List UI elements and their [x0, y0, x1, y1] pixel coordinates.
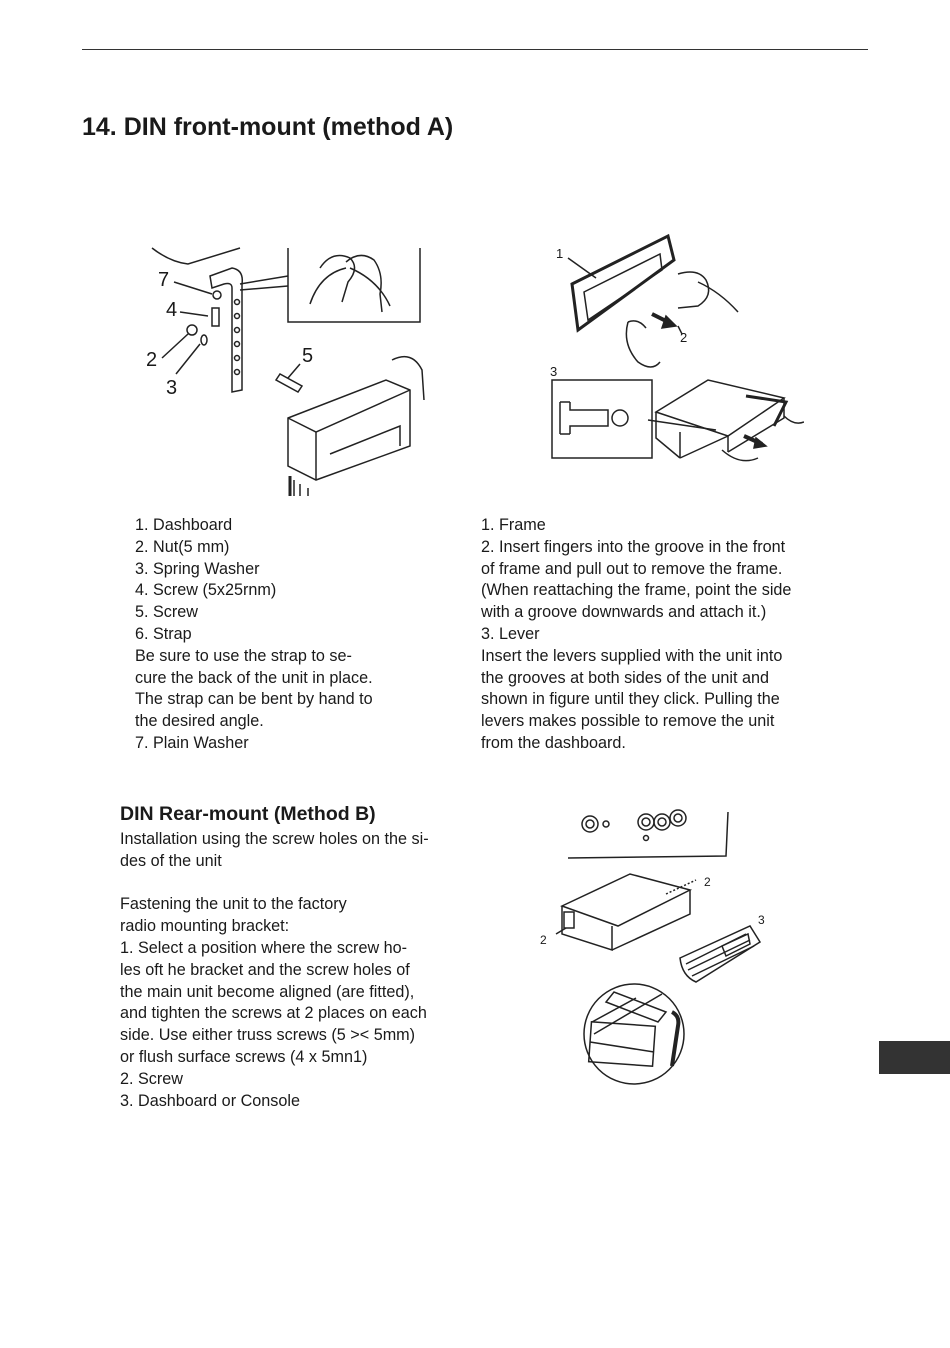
- list-item: Installation using the screw holes on the si-: [120, 830, 429, 848]
- list-item: les oft he bracket and the screw holes of: [120, 960, 410, 979]
- figure-front-mount-strap: [140, 240, 430, 498]
- list-item: 1. Frame: [481, 516, 546, 534]
- page-title: 14. DIN front-mount (method A): [82, 113, 454, 141]
- callout-1: 1: [556, 246, 564, 261]
- list-item: des of the unit: [120, 851, 222, 870]
- list-item: Insert the levers supplied with the unit into: [481, 646, 783, 665]
- callout-2-left: 2: [540, 933, 547, 947]
- list-item: shown in figure until they click. Pulling the: [481, 690, 780, 709]
- list-item: 1. Select a position where the screw ho-: [120, 938, 408, 957]
- list-item: Be sure to use the strap to se-: [135, 646, 352, 665]
- list-item: and tighten the screws at 2 places on each: [120, 1004, 427, 1023]
- list-item: with a groove downwards and attach it.): [481, 603, 767, 622]
- list-item: levers makes possible to remove the unit: [481, 712, 775, 731]
- parts-list-strap: [135, 515, 373, 755]
- list-item: or flush surface screws (4 x 5mn1): [120, 1047, 368, 1066]
- callout-4: 4: [166, 299, 178, 321]
- callout-2: 2: [680, 330, 688, 345]
- section-title-rear-mount: DIN Rear-mount (Method B): [120, 803, 376, 825]
- parts-list-frame: [481, 515, 791, 755]
- list-item: 1. Dashboard: [135, 516, 233, 534]
- list-item: 2. Nut(5 mm): [135, 537, 230, 556]
- list-item: the desired angle.: [135, 712, 264, 731]
- callout-5: 5: [302, 345, 314, 367]
- list-item: 2. Insert fingers into the groove in the front: [481, 537, 786, 556]
- callout-3: 3: [550, 364, 558, 379]
- callout-2-right: 2: [704, 875, 711, 889]
- list-item: 3. Dashboard or Console: [120, 1091, 300, 1110]
- page-edge-tab: [879, 1041, 950, 1074]
- list-item: radio mounting bracket:: [120, 917, 290, 936]
- list-item: 3. Lever: [481, 624, 540, 643]
- list-item: the grooves at both sides of the unit and: [481, 668, 769, 687]
- list-item: 5. Screw: [135, 603, 198, 622]
- list-item: Fastening the unit to the factory: [120, 895, 347, 914]
- list-item: 4. Screw (5x25rnm): [135, 581, 277, 600]
- list-item: 6. Strap: [135, 624, 192, 643]
- figure-frame-removal: [548, 230, 804, 462]
- list-item: from the dashboard.: [481, 733, 626, 752]
- callout-3: 3: [166, 377, 178, 399]
- list-item: the main unit become aligned (are fitted),: [120, 982, 415, 1001]
- header-rule: [82, 49, 868, 50]
- list-item: 7. Plain Washer: [135, 733, 249, 752]
- list-item: (When reattaching the frame, point the side: [481, 581, 792, 600]
- callout-3: 3: [758, 913, 765, 927]
- list-item: side. Use either truss screws (5 >< 5mm): [120, 1026, 416, 1045]
- callout-2: 2: [146, 349, 158, 371]
- list-item: 3. Spring Washer: [135, 559, 260, 578]
- list-item: [120, 873, 429, 895]
- strap-illustration: [140, 240, 430, 498]
- list-item: cure the back of the unit in place.: [135, 668, 373, 687]
- list-item: The strap can be bent by hand to: [135, 690, 373, 709]
- figure-rear-mount: [536, 806, 776, 1096]
- list-item: 2. Screw: [120, 1069, 183, 1088]
- rear-mount-illustration: [536, 806, 776, 1096]
- frame-removal-illustration: [548, 230, 804, 462]
- rear-mount-instructions: [120, 829, 429, 1112]
- callout-7: 7: [158, 269, 170, 291]
- list-item: of frame and pull out to remove the frame.: [481, 559, 783, 578]
